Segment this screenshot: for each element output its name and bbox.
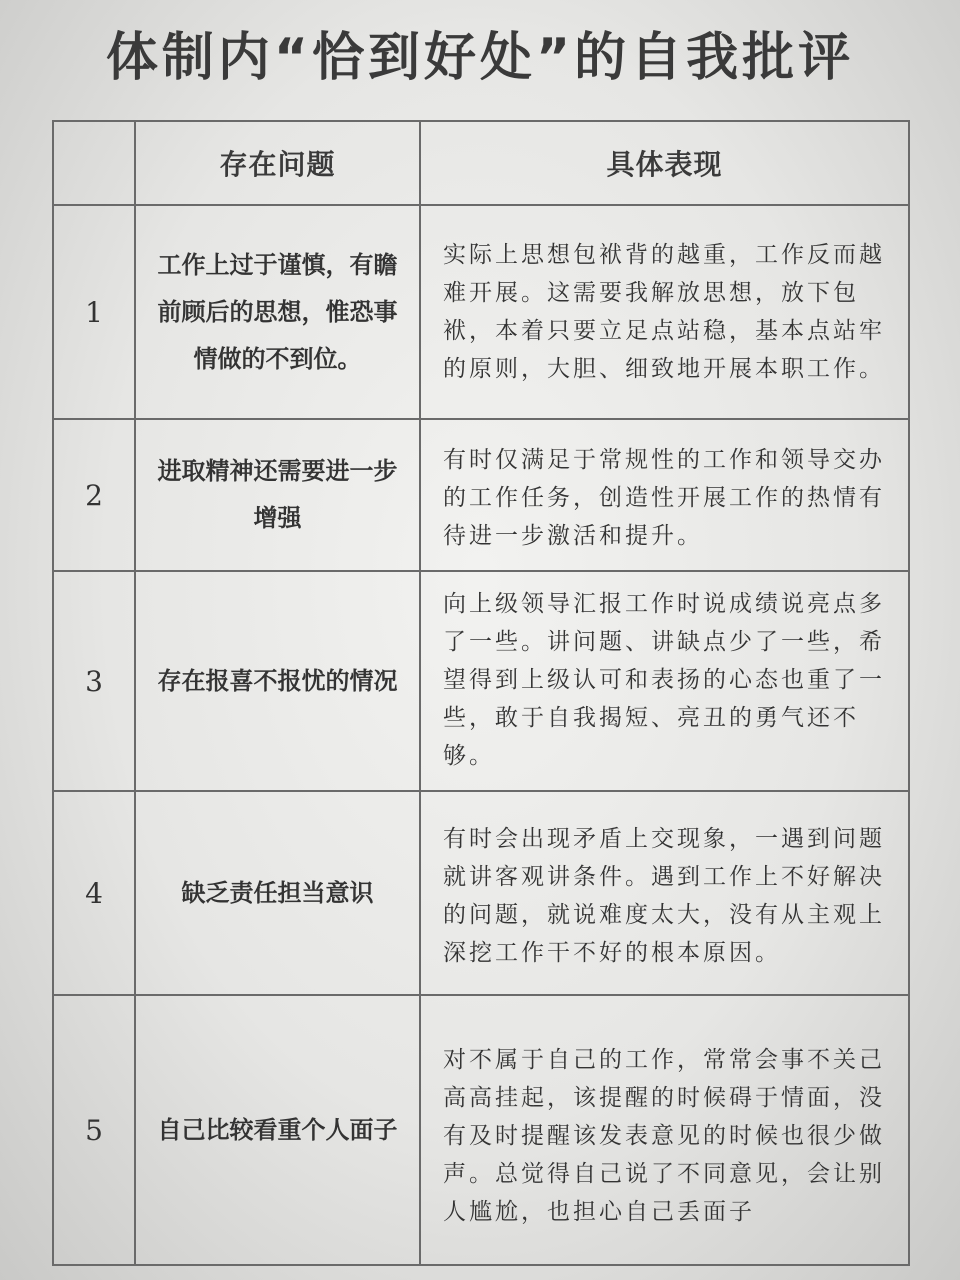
table-row [53, 995, 909, 1265]
row-problem: 缺乏责任担当意识 [135, 791, 420, 995]
row-detail: 对不属于自己的工作，常常会事不关己高高挂起，该提醒的时候碍于情面，没有及时提醒该发表意见的时候也很少做声。总觉得自己说了不同意见，会让别人尴尬，也担心自己丢面子 [420, 995, 909, 1265]
row-index: 5 [53, 995, 135, 1265]
header-problem: 存在问题 [135, 121, 420, 205]
row-index: 3 [53, 571, 135, 791]
header-detail: 具体表现 [420, 121, 909, 205]
table-row [53, 791, 909, 995]
row-detail: 有时仅满足于常规性的工作和领导交办的工作任务，创造性开展工作的热情有待进一步激活和提升。 [420, 419, 909, 571]
self-criticism-table [52, 120, 910, 1266]
row-detail: 实际上思想包袱背的越重，工作反而越难开展。这需要我解放思想，放下包袱，本着只要立足点站稳，基本点站牢的原则，大胆、细致地开展本职工作。 [420, 205, 909, 419]
row-problem: 工作上过于谨慎，有瞻前顾后的思想，惟恐事情做的不到位。 [135, 205, 420, 419]
table-header-row [53, 121, 909, 205]
row-problem: 进取精神还需要进一步增强 [135, 419, 420, 571]
header-index [53, 121, 135, 205]
table-row [53, 419, 909, 571]
row-problem: 存在报喜不报忧的情况 [135, 571, 420, 791]
row-detail: 有时会出现矛盾上交现象，一遇到问题就讲客观讲条件。遇到工作上不好解决的问题，就说难度太大，没有从主观上深挖工作干不好的根本原因。 [420, 791, 909, 995]
table-row [53, 205, 909, 419]
row-index: 4 [53, 791, 135, 995]
row-problem: 自己比较看重个人面子 [135, 995, 420, 1265]
row-index: 1 [53, 205, 135, 419]
table-row [53, 571, 909, 791]
row-detail: 向上级领导汇报工作时说成绩说亮点多了一些。讲问题、讲缺点少了一些，希望得到上级认可和表扬的心态也重了一些，敢于自我揭短、亮丑的勇气还不够。 [420, 571, 909, 791]
page-title: 体制内“恰到好处”的自我批评 [105, 28, 855, 88]
row-index: 2 [53, 419, 135, 571]
